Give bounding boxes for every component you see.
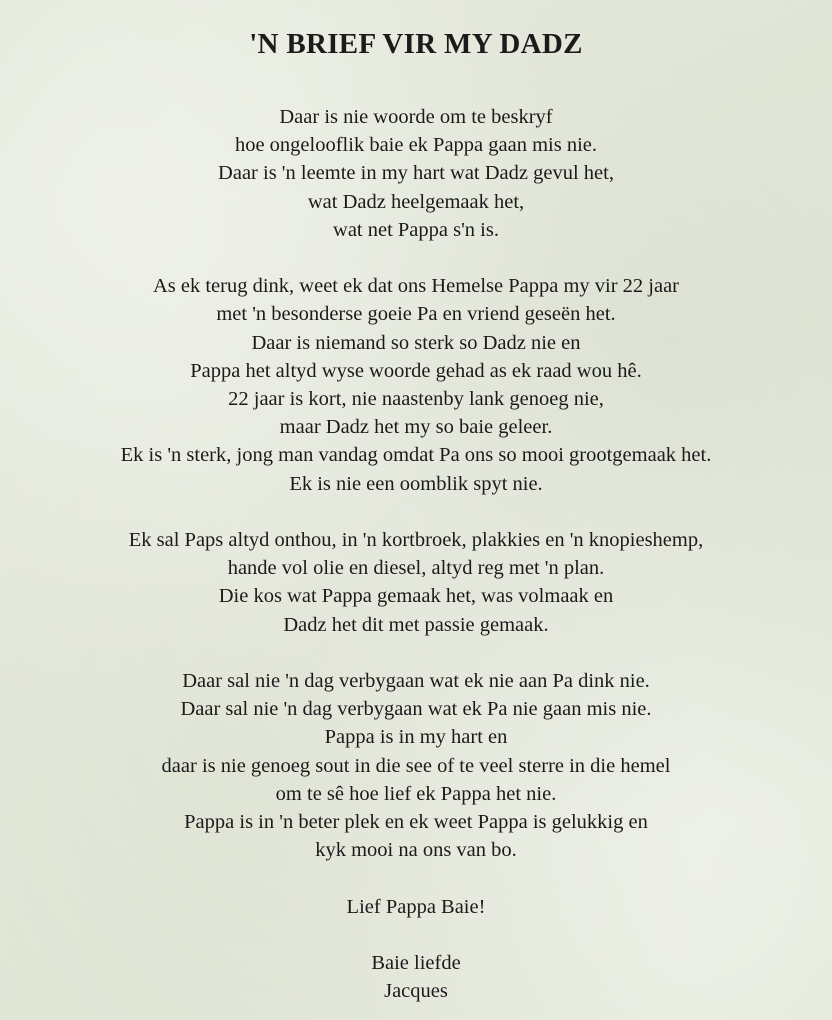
poem-line: Daar is nie woorde om te beskryf: [279, 106, 553, 128]
signoff-greeting: Baie liefde: [371, 952, 461, 975]
poem-line: Pappa het altyd wyse woorde gehad as ek raad wou hê.: [190, 359, 642, 382]
poem-line: 22 jaar is kort, nie naastenby lank genoeg nie,: [228, 388, 604, 411]
stanza-4: [0, 667, 832, 864]
poem-line: Die kos wat Pappa gemaak het, was volmaak en: [218, 585, 614, 608]
poem-line: Daar is 'n leemte in my hart wat Dadz gevul het,: [218, 162, 614, 185]
poem-line: wat net Pappa s'n is.: [333, 218, 499, 241]
letter-title: 'N BRIEF VIR MY DADZ: [249, 28, 583, 60]
poem-line: hande vol olie en diesel, altyd reg met 'n plan.: [227, 557, 605, 580]
stanza-2: [0, 272, 832, 498]
poem-line: daar is nie genoeg sout in die see of te veel sterre in die hemel: [161, 754, 671, 777]
poem-line: hoe ongelooflik baie ek Pappa gaan mis nie.: [234, 134, 598, 157]
poem-line: Daar sal nie 'n dag verbygaan wat ek nie aan Pa dink nie.: [182, 670, 650, 693]
stanza-3: [0, 526, 832, 639]
signoff: [0, 949, 832, 1005]
poem-line: kyk mooi na ons van bo.: [315, 839, 517, 862]
poem-line: Pappa is in 'n beter plek en ek weet Pappa is gelukkig en: [184, 811, 648, 834]
poem-line: Ek is nie een oomblik spyt nie.: [289, 472, 543, 495]
poem-line: met 'n besonderse goeie Pa en vriend geseën het.: [216, 303, 616, 326]
poem-line: As ek terug dink, weet ek dat ons Hemelse Pappa my vir 22 jaar: [152, 275, 680, 298]
poem-line: Pappa is in my hart en: [324, 726, 508, 749]
closing-text: Lief Pappa Baie!: [346, 895, 486, 918]
poem-line: om te sê hoe lief ek Pappa het nie.: [275, 782, 557, 805]
poem-line: Ek is 'n sterk, jong man vandag omdat Pa ons so mooi grootgemaak het.: [120, 444, 712, 467]
poem-line: Daar sal nie 'n dag verbygaan wat ek Pa nie gaan mis nie.: [180, 698, 652, 721]
letter-body: [0, 103, 832, 1005]
stanza-1: [0, 103, 832, 244]
closing-line: [0, 893, 832, 921]
poem-line: maar Dadz het my so baie geleer.: [279, 416, 553, 439]
signoff-signature: Jacques: [384, 980, 448, 1003]
poem-line: Dadz het dit met passie gemaak.: [283, 613, 549, 636]
poem-line: wat Dadz heelgemaak het,: [307, 190, 525, 213]
poem-line: Ek sal Paps altyd onthou, in 'n kortbroek, plakkies en 'n knopieshemp,: [128, 529, 704, 552]
poem-line: Daar is niemand so sterk so Dadz nie en: [251, 331, 581, 354]
